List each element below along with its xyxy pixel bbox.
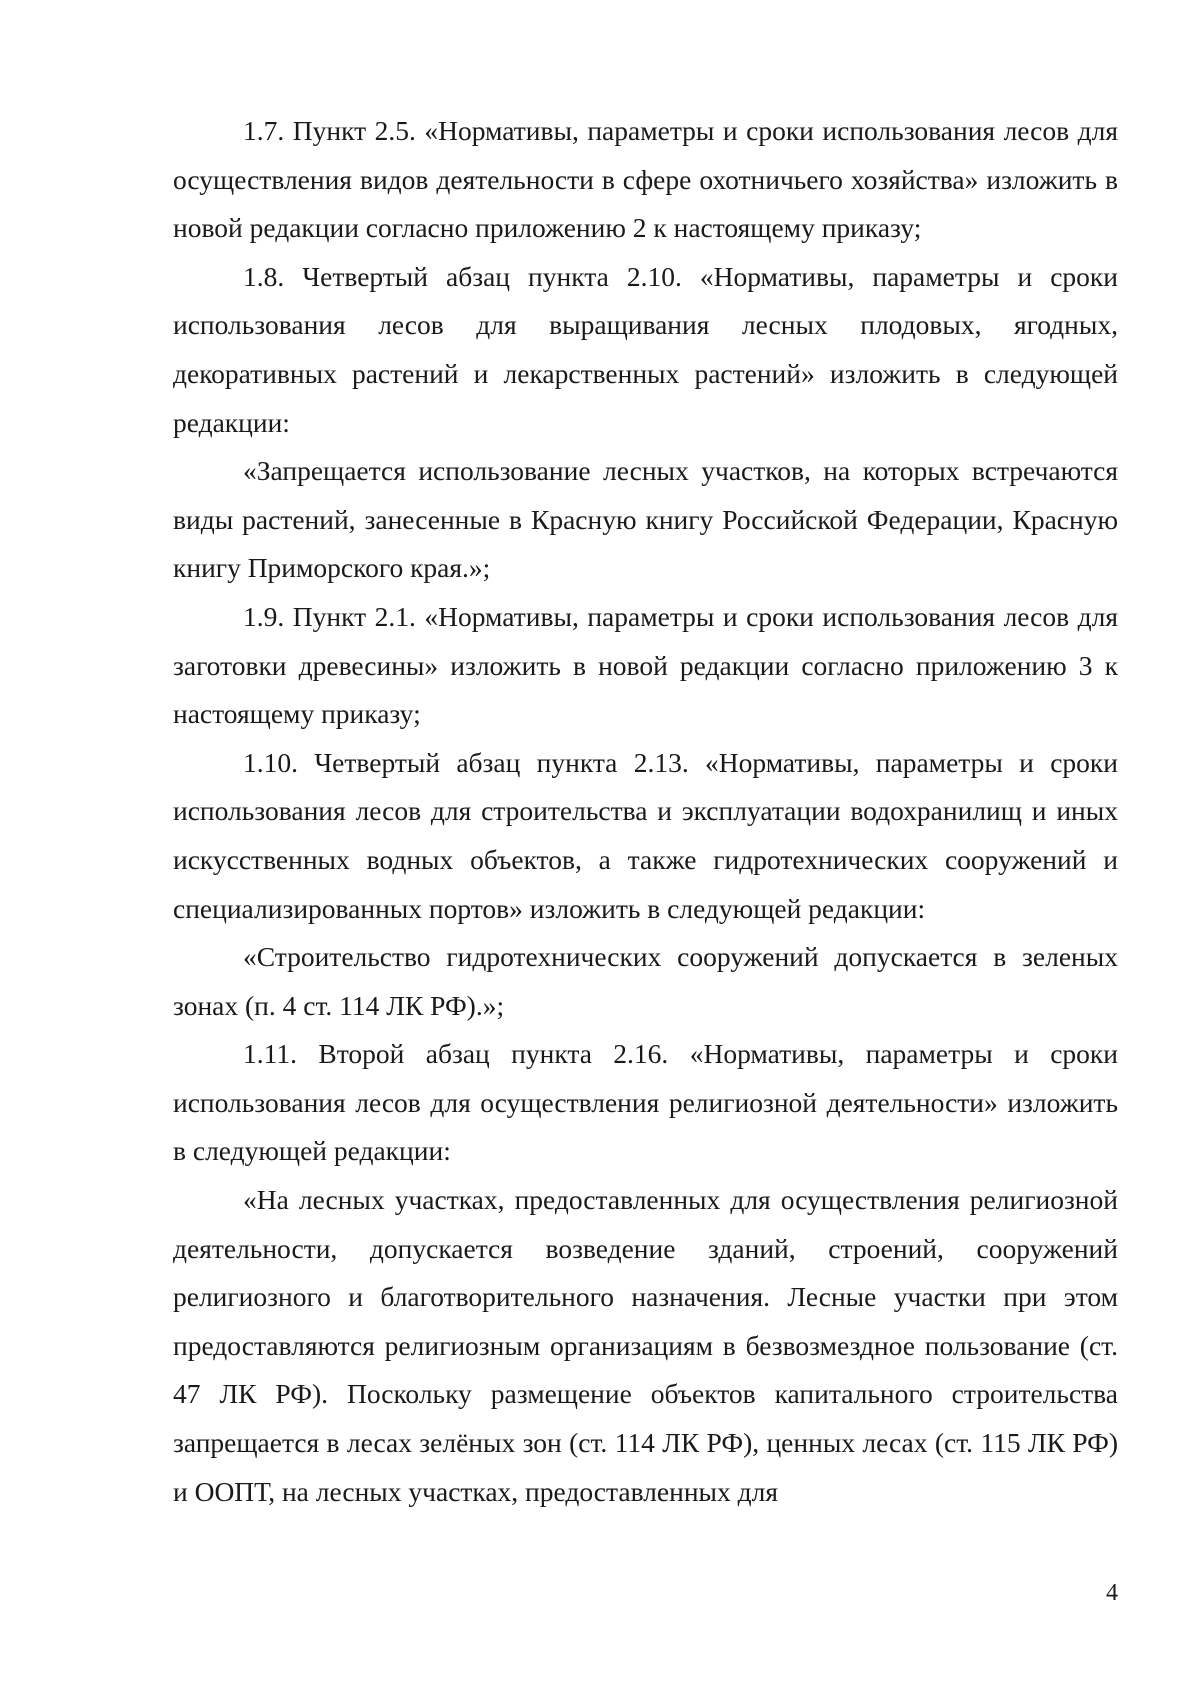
paragraph-1-11: 1.11. Второй абзац пункта 2.16. «Нормативы, параметры и сроки использования лесов для осуществления религиозной деятельности» изложить в следующей редакции: xyxy=(173,1038,1118,1167)
page-number: 4 xyxy=(1106,1580,1118,1606)
paragraph-1-9: 1.9. Пункт 2.1. «Нормативы, параметры и сроки использования лесов для заготовки древесины» изложить в новой редакции согласно приложению 3 к настоящему приказу; xyxy=(173,600,1118,730)
paragraph-1-10: 1.10. Четвертый абзац пункта 2.13. «Нормативы, параметры и сроки использования лесов для строительства и эксплуатации водохранилищ и иных искусственных водных объектов, а также гидротехнических сооружений и специализированных портов» изложить в следующей редакции: xyxy=(173,746,1118,924)
paragraph-quote-red-book: «Запрещается использование лесных участков, на которых встречаются виды растений, занесенные в Красную книгу Российской Федерации, Красную книгу Приморского края.»; xyxy=(173,455,1118,584)
paragraph-1-8: 1.8. Четвертый абзац пункта 2.10. «Нормативы, параметры и сроки использования лесов для выращивания лесных плодовых, ягодных, декоративных растений и лекарственных растений» изложить в следующей редакции: xyxy=(173,260,1118,438)
paragraph-1-7: 1.7. Пункт 2.5. «Нормативы, параметры и сроки использования лесов для осуществления видов деятельности в сфере охотничьего хозяйства» изложить в новой редакции согласно приложению 2 к настоящему приказу; xyxy=(173,115,1118,244)
document-body xyxy=(173,107,1118,1516)
paragraph-quote-religious: «На лесных участках, предоставленных для осуществления религиозной деятельности, допускается возведение зданий, строений, сооружений религиозного и благотворительного назначения. Лесные участки при этом предоставляются религиозным организациям в безвозмездное пользование (ст. 47 ЛК РФ). Поскольку размещение объектов капитального строительства запрещается в лесах зелёных зон (ст. 114 ЛК РФ), ценных лесах (ст. 115 ЛК РФ) и ООПТ, на лесных участках, предоставленных для xyxy=(173,1184,1118,1507)
paragraph-quote-hydro: «Строительство гидротехнических сооружений допускается в зеленых зонах (п. 4 ст. 114 ЛК РФ).»; xyxy=(173,941,1118,1021)
